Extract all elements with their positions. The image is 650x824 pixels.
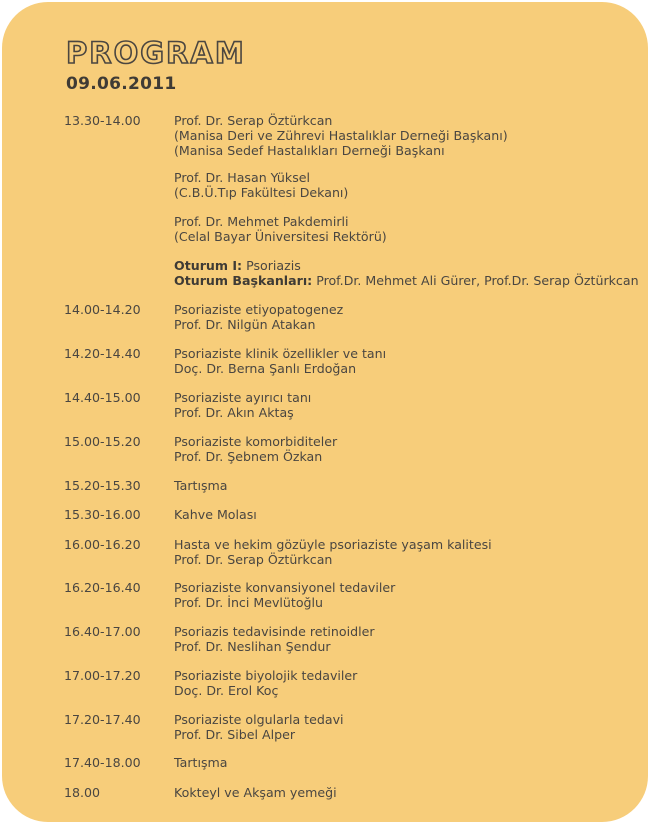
session-time: 16.40-17.00: [64, 624, 141, 639]
session-line: Hasta ve hekim gözüyle psoriaziste yaşam kalitesi: [174, 537, 492, 552]
session-line-text: Prof.Dr. Mehmet Ali Gürer, Prof.Dr. Serap Öztürkcan: [312, 273, 639, 288]
session-details: [174, 580, 644, 610]
session-line: Prof. Dr. Serap Öztürkcan: [174, 113, 333, 128]
session-line-text: Psoriazis: [242, 258, 301, 273]
session-details: [174, 785, 644, 800]
session-line: Psoriaziste konvansiyonel tedaviler: [174, 580, 396, 595]
session-details: [174, 346, 644, 376]
session-line: Doç. Dr. Erol Koç: [174, 683, 279, 698]
session-chair-line: [174, 258, 644, 273]
program-date: 09.06.2011: [66, 74, 177, 94]
session-details: [174, 755, 644, 770]
session-line: Psoriaziste ayırıcı tanı: [174, 390, 312, 405]
session-time: 15.30-16.00: [64, 507, 141, 522]
session-line: Psoriazis tedavisinde retinoidler: [174, 624, 375, 639]
session-details: [174, 712, 644, 742]
session-line: Prof. Dr. Neslihan Şendur: [174, 639, 331, 654]
session-line-label: Oturum Başkanları:: [174, 273, 313, 288]
session-line: Kahve Molası: [174, 507, 257, 522]
session-time: 16.20-16.40: [64, 580, 141, 595]
session-details: [174, 537, 644, 567]
session-details: [174, 113, 644, 158]
session-line: Psoriaziste komorbiditeler: [174, 434, 338, 449]
session-time: 14.40-15.00: [64, 390, 141, 405]
program-heading: PROGRAM: [66, 36, 246, 70]
session-line: Prof. Dr. İnci Mevlütoğlu: [174, 595, 324, 610]
session-time: 13.30-14.00: [64, 113, 141, 128]
session-line: Psoriaziste olgularla tedavi: [174, 712, 344, 727]
session-time: 14.00-14.20: [64, 302, 141, 317]
session-time: 18.00: [64, 785, 101, 800]
session-time: 16.00-16.20: [64, 537, 141, 552]
session-details: [174, 390, 644, 420]
session-line-label: Oturum I:: [174, 258, 243, 273]
session-line: Prof. Dr. Mehmet Pakdemirli: [174, 214, 349, 229]
session-details: [174, 258, 644, 288]
session-time: 17.20-17.40: [64, 712, 141, 727]
session-line: (C.B.Ü.Tıp Fakültesi Dekanı): [174, 185, 349, 200]
session-details: [174, 668, 644, 698]
session-details: [174, 478, 644, 493]
session-line: Psoriaziste biyolojik tedaviler: [174, 668, 358, 683]
session-line: Psoriaziste klinik özellikler ve tanı: [174, 346, 387, 361]
session-time: 17.00-17.20: [64, 668, 141, 683]
session-line: Prof. Dr. Serap Öztürkcan: [174, 552, 333, 567]
session-time: 14.20-14.40: [64, 346, 141, 361]
session-line: (Celal Bayar Üniversitesi Rektörü): [174, 229, 387, 244]
session-details: [174, 434, 644, 464]
session-line: Tartışma: [174, 755, 228, 770]
session-details: [174, 302, 644, 332]
session-line: Prof. Dr. Akın Aktaş: [174, 405, 294, 420]
session-line: Prof. Dr. Şebnem Özkan: [174, 449, 323, 464]
session-line: Kokteyl ve Akşam yemeği: [174, 785, 337, 800]
session-line: (Manisa Deri ve Zührevi Hastalıklar Derneği Başkanı): [174, 128, 508, 143]
session-chair-line: [174, 273, 644, 288]
session-line: (Manisa Sedef Hastalıkları Derneği Başkanı: [174, 143, 445, 158]
session-line: Doç. Dr. Berna Şanlı Erdoğan: [174, 361, 357, 376]
session-line: Tartışma: [174, 478, 228, 493]
session-time: 15.20-15.30: [64, 478, 141, 493]
session-line: Prof. Dr. Sibel Alper: [174, 727, 295, 742]
session-details: [174, 507, 644, 522]
session-line: Psoriaziste etiyopatogenez: [174, 302, 344, 317]
session-line: Prof. Dr. Hasan Yüksel: [174, 170, 311, 185]
session-time: 17.40-18.00: [64, 755, 141, 770]
session-time: 15.00-15.20: [64, 434, 141, 449]
session-details: [174, 170, 644, 200]
session-line: Prof. Dr. Nilgün Atakan: [174, 317, 316, 332]
session-details: [174, 624, 644, 654]
session-details: [174, 214, 644, 244]
